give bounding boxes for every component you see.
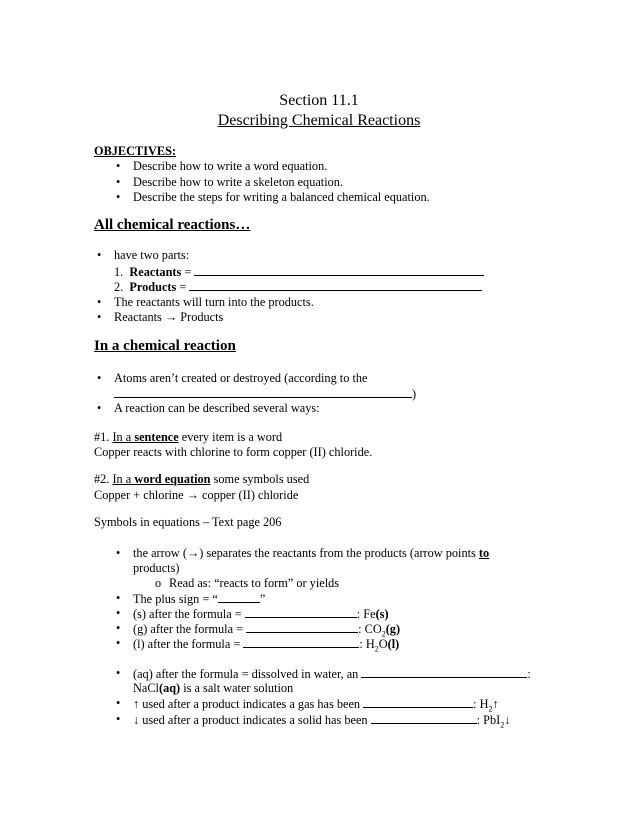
products-blank[interactable] — [189, 279, 482, 291]
aqueous-blank[interactable] — [361, 666, 527, 678]
objective-item: • Describe the steps for writing a balanced chemical equation. — [133, 190, 430, 205]
right-arrow-icon: → — [186, 488, 199, 502]
word-equation-example — [94, 488, 298, 503]
list-number: 1. — [114, 265, 124, 279]
liquid-blank[interactable] — [243, 636, 359, 648]
plus-blank[interactable] — [218, 591, 260, 603]
aqueous-symbol-line — [133, 666, 531, 682]
down-arrow-icon: ↓ — [504, 713, 511, 727]
solid-blank[interactable] — [245, 606, 357, 618]
sentence-line — [94, 430, 282, 445]
word-equation-line — [94, 472, 309, 487]
objectives-heading: OBJECTIVES: — [94, 144, 177, 158]
subscript: 2 — [374, 644, 379, 654]
arrow-symbol-text — [133, 546, 489, 561]
arrow-text: the arrow (→) separates the reactants from the products (arrow points — [133, 546, 479, 560]
in-a-text: In a — [112, 430, 135, 444]
gas-produced-blank[interactable] — [363, 696, 473, 708]
subscript: 2 — [500, 720, 505, 730]
list-number: 2. — [114, 280, 124, 294]
item-number: #2. — [94, 472, 113, 486]
all-reactions-heading: All chemical reactions… — [94, 217, 251, 233]
subscript: 2 — [488, 704, 493, 714]
close-paren: ) — [412, 387, 417, 401]
objective-item: • Describe how to write a word equation. — [133, 159, 327, 174]
gas-arrow-line — [133, 696, 499, 712]
arrow-symbol-cont: products) — [133, 561, 180, 575]
products-label: Products — [129, 280, 177, 294]
aqueous-state: (aq) — [158, 681, 181, 695]
solid-state: (s) — [375, 607, 389, 621]
sentence-example: Copper reacts with chlorine to form copper (II) chloride. — [94, 445, 373, 459]
liquid-example: : H — [359, 637, 375, 651]
subscript: 2 — [381, 629, 386, 639]
equals-sign: = — [176, 280, 190, 294]
right-arrow-icon: → — [164, 310, 178, 324]
liquid-text: (l) after the formula = — [133, 637, 244, 651]
turn-into-text: • The reactants will turn into the products. — [114, 295, 314, 310]
sentence-rest: every item is a word — [178, 430, 283, 444]
liquid-symbol-line — [133, 636, 399, 652]
sentence-keyword: sentence — [134, 430, 179, 444]
products-line — [114, 279, 482, 295]
gas-text: (g) after the formula = — [133, 622, 247, 636]
atoms-blank-line — [114, 386, 416, 402]
close-quote: ” — [259, 592, 266, 606]
solid-example: : Fe — [356, 607, 376, 621]
gas-example: : CO — [358, 622, 382, 636]
in-reaction-heading: In a chemical reaction — [94, 338, 236, 354]
to-keyword: to — [478, 546, 490, 560]
liquid-example-o: O — [378, 637, 388, 651]
in-a-text: In a — [112, 472, 135, 486]
up-arrow-icon: ↑ — [492, 697, 499, 711]
objective-item: • Describe how to write a skeleton equation. — [133, 175, 343, 190]
read-as-text: o Read as: “reacts to form” or yields — [169, 576, 339, 591]
reactants-word: Reactants — [114, 310, 162, 324]
law-blank[interactable] — [114, 386, 412, 398]
solid-produced-blank[interactable] — [371, 712, 477, 724]
reactants-label: Reactants — [129, 265, 182, 279]
up-arrow-text: ↑ used after a product indicates a gas has been — [133, 697, 364, 711]
nacl-desc: is a salt water solution — [180, 681, 294, 695]
products-word: Products — [180, 310, 224, 324]
word-equation-keyword: word equation — [134, 472, 211, 486]
example-start: Copper + chlorine — [94, 488, 187, 502]
down-arrow-text: ↓ used after a product indicates a solid has been — [133, 713, 371, 727]
atoms-text: • Atoms aren’t created or destroyed (according to the — [114, 371, 367, 386]
lead-iodide-example: : PbI — [476, 713, 501, 727]
nacl-line — [133, 681, 293, 696]
reactants-line — [114, 264, 484, 280]
page-title: Describing Chemical Reactions — [217, 112, 421, 129]
equals-sign: = — [181, 265, 195, 279]
plus-sign-line — [133, 591, 265, 607]
solid-arrow-line — [133, 712, 510, 728]
reactants-products-line — [114, 310, 223, 325]
item-number: #1. — [94, 430, 113, 444]
solid-symbol-line — [133, 606, 389, 622]
example-end: copper (II) chloride — [198, 488, 299, 502]
solid-text: (s) after the formula = — [133, 607, 245, 621]
colon: : — [527, 667, 531, 681]
aqueous-text: (aq) after the formula = dissolved in water, an — [133, 667, 362, 681]
gas-blank[interactable] — [246, 621, 358, 633]
nacl-formula: NaCl — [133, 681, 159, 695]
gas-symbol-line — [133, 621, 400, 637]
symbols-heading: Symbols in equations – Text page 206 — [94, 515, 282, 529]
liquid-state: (l) — [387, 637, 400, 651]
gas-state: (g) — [385, 622, 401, 636]
hydrogen-example: : H — [473, 697, 489, 711]
reactants-blank[interactable] — [194, 264, 484, 276]
two-parts-text: • have two parts: — [114, 248, 189, 263]
described-text: • A reaction can be described several ways: — [114, 401, 320, 416]
word-equation-rest: some symbols used — [210, 472, 310, 486]
section-number: Section 11.1 — [279, 92, 359, 109]
plus-text: The plus sign = “ — [133, 592, 218, 606]
